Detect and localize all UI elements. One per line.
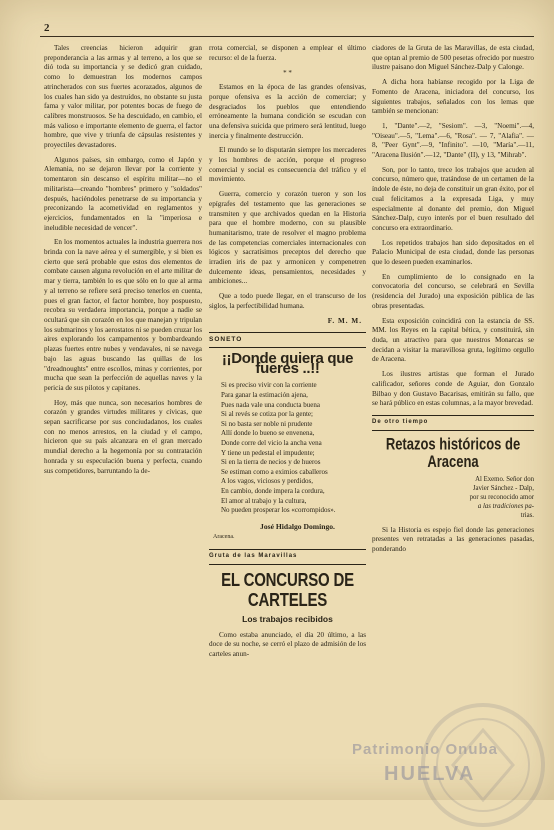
epigraph-line: Javier Sánchez - Dalp, — [472, 484, 534, 492]
article-headline: Retazos históricos de Aracena — [385, 433, 521, 471]
paragraph: Son, por lo tanto, trece los trabajos que acuden al concurso, número que, tratándose de un certamen de la índole de éste, no deja de constituir un gran éxito, por el cual felicitamos a la expresada Liga, y muy especialmente al donante del premio, don Miguel Sánchez-Dalp, cuyo interés por el buen resultado del concurso era extraordinario. — [372, 165, 534, 232]
paragraph: Los repetidos trabajos han sido depositados en el Palacio Municipal de esta ciudad, donde las personas que lo deseen pueden examinarlos. — [372, 238, 534, 267]
paragraph: Tales creencias hicieron adquirir gran preponderancia a las armas y al terreno, a los que se dió toda su importancia y se dedicó gran cuidado, como lo demuestran los modernos campos atrincherados con sus fuertes acorazados, algunos de los cuales han sido ya destruídos, no obstante su justa fama y valor militar, por potentes bocas de fuego de calibres monstruosos. Se ha descuidado, en cambio, el más valioso e importante elemento de guerra, el factor hombre, que vive y triunfa de cápsulas resistentes y proyectiles devastadores. — [44, 44, 202, 150]
section-rule — [372, 415, 534, 416]
paragraph: Algunos países, sin embargo, como el Japón y Alemania, no se dejaron llevar por la corriente y tomentaron sin descanso el espíritu militar—no el militarista—creando "hombres" primero y "soldados" después, haciéndoles penetrarse de su importancia y preconizando la acometividad en reglamentos y ejercicios, fundamentados en la "imperiosa e ineludible necesidad de vencer". — [44, 155, 202, 232]
poem-line: Allí donde lo bueno se envenena, — [221, 429, 315, 438]
section-separator: * * — [283, 69, 292, 78]
paragraph: ciadores de la Gruta de las Maravillas, de esta ciudad, que optan al premio de 500 pesetas ofrecido por nuestro ilustre paisano don Miguel Sánchez-Dalp y Calonge. — [372, 44, 534, 72]
paragraph: Los ilustres artistas que forman el Jurado calificador, señores conde de Aguiar, don Gonzalo Bilbao y don Gustavo Bacarisas, emitirán su fallo, que se hará público en estas columnas, a la mayor brevedad. — [372, 370, 534, 408]
poem-line: Si en la tierra de necios y de hueros — [221, 458, 321, 467]
sonnet-title: ¡¡Donde quiera que fueres ..!! — [221, 349, 354, 377]
column-1 — [44, 44, 202, 481]
poem-line: Si no basta ser noble ni prudente — [221, 419, 313, 428]
section-rule — [209, 332, 366, 333]
archive-watermark: Patrimonio Onuba — [352, 741, 499, 758]
paragraph: En los momentos actuales la industria guerrera nos brinda con la nave aérea y el sumergible, y si bien es cierto que será probable que estos dos elementos de combate causen alguna revolución en el arte militar de mar y tierra, también lo es que sólo en lo que al arma y al terreno se refiere será preciso tenerlos en cuenta, pues el gran factor, el factor hombre, hoy pospuesto, recobra su verdadera importancia, porque a nadie se ocultará que sin corazón en los que manejan y tripulan los submarinos y los aerostatos ni se pueden cruzar los aires explorando los campamentos y bombardeando plazas fuertes entre nubes y vendavales, ni se navega bajo las aguas buscando las quillas de los "dreadnoughts" entre escollos, minas y corrientes, por mucha que sean la perfección de aquellas naves y la pericia de sus pilotos y capitanes. — [44, 238, 202, 392]
poem-line: No pueden prosperar los «corrompidos». — [221, 506, 336, 515]
article-signature: F. M. M. — [327, 316, 362, 325]
paragraph: En cumplimiento de lo consignado en la convocatoria del concurso, se celebrará en Sevilla (residencia del Jurado) una exposición pública de las obras presentadas. — [372, 272, 534, 310]
paragraph: Esta exposición coincidirá con la estancia de SS. MM. los Reyes en la capital bética, y constituirá, sin duda, un atractivo para que nuestros Monarcas se decidan a visitar la maravillosa gruta, legítimo orgullo de Aracena. — [372, 316, 534, 364]
section-rule — [209, 549, 366, 550]
paragraph: Guerra, comercio y corazón tueron y son los epígrafes del testamento que las generaciones se transmiten y que archivados quedan en la Historia para que el hombre moderno, con su plausible humanitarismo, trate de resolver el magno problema de las competencias comerciales internacionales con lógicos y sacratísimos preceptos del derecho que irradien iris de paz y armonicen y compenetren dulcemente ideas, pensamientos, necesidades y ambiciones... — [209, 190, 366, 286]
poem-place: Aracena. — [213, 534, 235, 541]
poem-line: Para ganar la estimación ajena, — [221, 390, 308, 399]
section-kicker: De otro tiempo — [372, 418, 429, 425]
poem-line: Se estiman como a eximios caballeros — [221, 467, 328, 476]
epigraph-line: trias. — [520, 511, 534, 519]
poem-line: A los vagos, viciosos y perdidos, — [221, 477, 313, 486]
section-rule — [209, 564, 366, 565]
header-rule — [40, 36, 534, 37]
section-rule — [209, 347, 366, 348]
epigraph-line: a las tradiciones pa- — [477, 502, 534, 510]
article-subhead: Los trabajos recibidos — [242, 613, 333, 624]
paragraph: El mundo se lo disputarán siempre los mercaderes y los hombres de acción, porque el progreso comercial y social es consecuencia del tráfico y el movimiento. — [209, 146, 366, 184]
archive-watermark: HUELVA — [384, 763, 476, 785]
archive-seal-icon — [408, 690, 554, 830]
section-rule — [372, 430, 534, 431]
paragraph: Que a todo puede llegar, en el transcurso de los siglos, la perfectibilidad humana. — [209, 292, 366, 310]
column-2 — [209, 44, 366, 665]
paragraph: Como estaba anunciado, el día 20 último, a las doce de su noche, se cerró el plazo de admisión de los carteles anun- — [209, 630, 366, 658]
column-3 — [372, 44, 534, 560]
sonnet-kicker: SONETO — [209, 336, 243, 344]
poem-line: Si al revés se cotiza por la gente; — [221, 410, 313, 419]
paragraph: Estamos en la época de las grandes ofensivas, porque ofensiva es la acción de comerciar; y desgraciados los pueblos que entendiendo erróneamente la humana condición se escudan con una defensiva suicida que primero será lentitud, luego inercia y finalmente destrucción. — [209, 83, 366, 140]
poem-line: Y tiene un pedestal el impudente; — [221, 448, 315, 457]
epigraph-line: Al Exemo. Señor don — [475, 475, 534, 483]
poem-line: El amor al trabajo y la cultura, — [221, 496, 307, 505]
paragraph: 1, "Dante".—2, "Sesiom". —3, "Noemi".—4, "Oiseau".—5, "Lema".—6, "Rosa". — 7, "Alafia". — 8, "Peer Gynt".—9, "Infinito". —10, "María".—11, "Aracena Ilusión".—12, "Dante" (II), y 13, "Mihrab". — [372, 121, 534, 160]
poem-line: Pues nada vale una conducta buena — [221, 400, 320, 409]
poem-line: En cambio, donde impera la cordura, — [221, 486, 325, 495]
paragraph: A dicha hora habíanse recogido por la Liga de Fomento de Aracena, iniciadora del concurso, los siguientes trabajos, señalados con los lemas que también se mencionan: — [372, 78, 534, 116]
page-number: 2 — [44, 22, 50, 34]
poem-line: Donde corre del vicio la ancha vena — [221, 438, 322, 447]
article-headline: EL CONCURSO DE CARTELES — [221, 569, 354, 611]
poem-line: Si es preciso vivir con la corriente — [221, 381, 317, 390]
paragraph: Si la Historia es espejo fiel donde las generaciones presentes ven retratadas a las generaciones pasadas, ponderando — [372, 525, 534, 554]
section-kicker: Gruta de las Maravillas — [209, 553, 298, 560]
epigraph — [448, 475, 534, 520]
poet-name: José Hidalgo Domingo. — [260, 521, 335, 531]
paragraph: Hoy, más que nunca, son necesarios hombres de corazón y grandes virtudes militares y cívicas, que sepan sacrificarse por sus conciudadanos, los cuales con no menos arrestos, en la ciudad y el campo, hicieron que su país alcanzara en el gran mercado mundial derecho a la hegemonía por su contratación honrada y su especulación buena y perfecta, cuando sus competidores, barruntando la de- — [44, 398, 202, 475]
sonnet-body — [221, 381, 366, 515]
epigraph-line: por su reconocido amor — [469, 493, 534, 501]
paragraph: rrota comercial, se disponen a emplear el último recurso: el de la fuerza. — [209, 44, 366, 62]
